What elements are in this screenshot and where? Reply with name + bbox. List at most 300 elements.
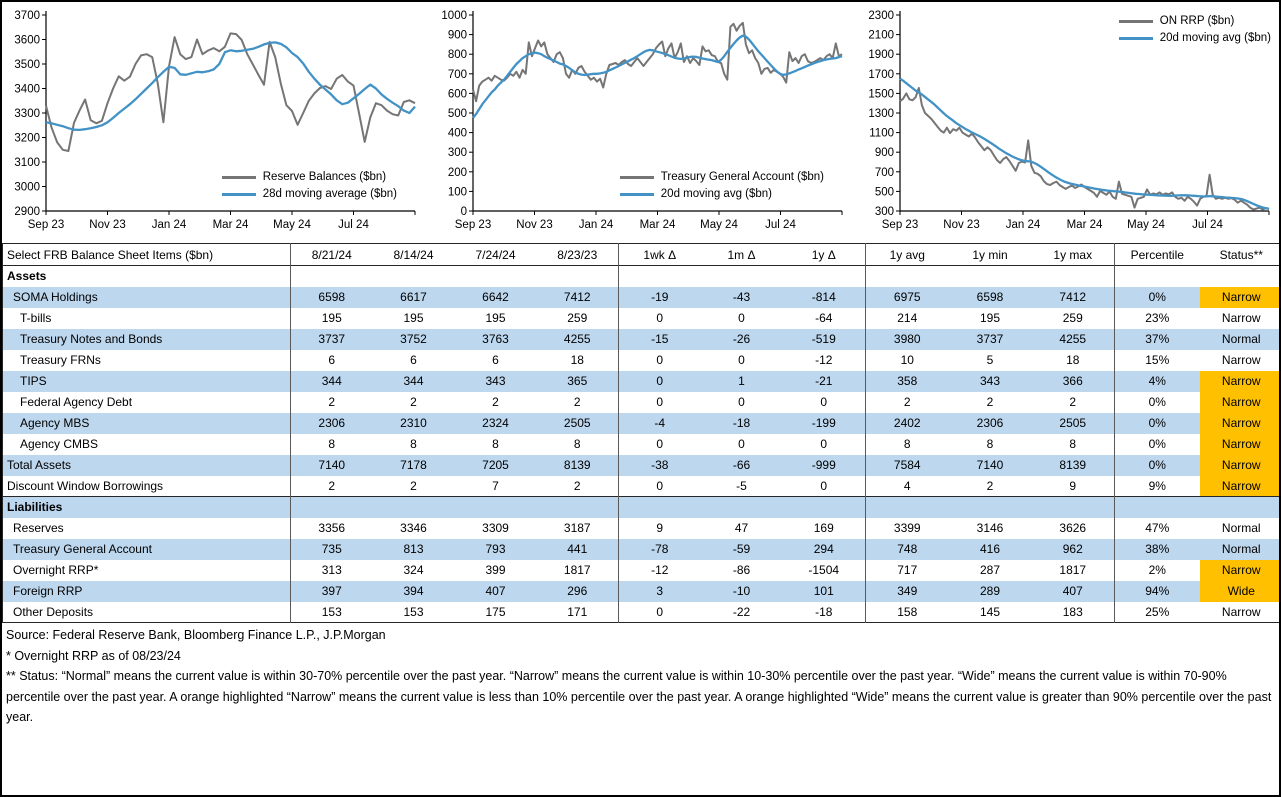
table-cell: 2310 <box>373 413 455 434</box>
table-row-treasury-general-account <box>3 539 1281 560</box>
table-cell <box>373 497 455 518</box>
table-cell: 3980 <box>866 329 949 350</box>
svg-text:Nov 23: Nov 23 <box>89 219 126 231</box>
table-cell: -19 <box>619 287 701 308</box>
table-cell: 0 <box>656 311 664 325</box>
table-cell: 6 <box>410 353 417 367</box>
chart-legend <box>620 169 824 203</box>
table-cell <box>701 497 783 518</box>
chart-legend <box>222 169 397 203</box>
table-cell: -1504 <box>783 560 866 581</box>
table-cell: 2% <box>1148 563 1166 577</box>
status-badge: Narrow <box>1200 392 1281 413</box>
svg-text:Jan 24: Jan 24 <box>151 219 187 231</box>
svg-text:3000: 3000 <box>14 181 40 194</box>
table-cell: 6 <box>492 353 499 367</box>
table-row-treasury-notes-and-bonds <box>3 329 1281 350</box>
table-cell <box>619 266 701 287</box>
table-cell: 2 <box>328 478 336 493</box>
table-row-foreign-rrp <box>3 581 1281 602</box>
table-cell: 2 <box>986 395 994 409</box>
table-cell: -519 <box>783 329 866 350</box>
table-cell: 7140 <box>949 455 1032 476</box>
table-cell: 3752 <box>373 329 455 350</box>
table-cell <box>537 497 619 518</box>
status-note: ** Status: “Normal” means the current value is within 30-70% percentile over the past year. “Narrow” means the current value is within 10-30% percentile over the past year. “Wide” means the current value is within 70-90% percentile over the past year. A orange highlighted “Narrow” means the current value is less than 10% percentile over the past year. A orange highlighted “Wide” means the current value is greater than 90% percentile over the past year. <box>6 669 1272 724</box>
legend-label: 20d moving avg ($bn) <box>1159 32 1271 44</box>
table-row-discount-window-borrowings <box>3 476 1281 497</box>
table-cell: 394 <box>373 581 455 602</box>
svg-text:2100: 2100 <box>868 29 894 42</box>
table-cell: 171 <box>537 602 619 623</box>
table-cell: 6617 <box>373 287 455 308</box>
table-cell: -15 <box>619 329 701 350</box>
table-cell <box>866 497 949 518</box>
table-cell: 3309 <box>482 521 509 535</box>
row-label: Total Assets <box>3 455 291 476</box>
charts-row <box>2 2 1279 241</box>
legend-line-swatch <box>222 176 256 179</box>
svg-text:500: 500 <box>447 108 467 120</box>
column-header: 1m Δ <box>727 247 756 262</box>
table-cell: 289 <box>949 581 1032 602</box>
table-cell: 0% <box>1115 287 1200 308</box>
table-cell <box>701 266 783 287</box>
svg-text:1700: 1700 <box>868 68 894 81</box>
table-cell: 6642 <box>455 287 537 308</box>
table-cell: 2 <box>492 395 499 409</box>
table-cell: 3737 <box>291 329 373 350</box>
table-row-liabilities <box>3 497 1281 518</box>
table-cell: 101 <box>783 581 866 602</box>
table-cell <box>866 266 949 287</box>
table-cell: 195 <box>485 311 506 325</box>
table-row-other-deposits <box>3 602 1281 623</box>
table-cell: -999 <box>783 455 866 476</box>
svg-text:300: 300 <box>447 147 467 160</box>
table-row-tips <box>3 371 1281 392</box>
source-note: Source: Federal Reserve Bank, Bloomberg Finance L.P., J.P.Morgan <box>6 628 386 642</box>
svg-text:Jul 24: Jul 24 <box>765 219 796 231</box>
table-cell: 2 <box>903 395 911 409</box>
chart-treasury-general-account <box>429 5 856 241</box>
table-cell: 259 <box>1032 308 1115 329</box>
table-cell: 2505 <box>537 413 619 434</box>
table-cell: 358 <box>866 371 949 392</box>
table-cell: 38% <box>1115 539 1200 560</box>
row-label: T-bills <box>3 308 291 329</box>
svg-text:3300: 3300 <box>14 108 40 120</box>
status-badge: Narrow <box>1221 604 1261 619</box>
series-line <box>900 79 1269 209</box>
table-cell: 0 <box>738 395 745 409</box>
row-label: Assets <box>3 266 291 287</box>
svg-text:Nov 23: Nov 23 <box>943 219 980 231</box>
table-cell: 3737 <box>949 329 1032 350</box>
table-cell: -38 <box>619 455 701 476</box>
table-cell: -59 <box>701 539 783 560</box>
svg-text:700: 700 <box>447 68 467 81</box>
chart-legend <box>1119 13 1271 47</box>
table-cell: 287 <box>979 563 1001 577</box>
table-cell: -5 <box>736 478 747 493</box>
table-cell: 158 <box>897 604 918 619</box>
svg-text:3100: 3100 <box>14 157 40 169</box>
svg-text:Sep 23: Sep 23 <box>454 219 492 231</box>
table-cell: 214 <box>897 311 918 325</box>
status-badge: Narrow <box>1200 434 1281 455</box>
legend-line-swatch <box>1119 20 1153 23</box>
svg-text:May 24: May 24 <box>700 219 738 231</box>
column-header: 8/14/24 <box>393 247 434 262</box>
row-label: SOMA Holdings <box>3 287 291 308</box>
status-badge: Narrow <box>1221 311 1261 325</box>
table-cell: 2 <box>328 395 336 409</box>
row-label: Foreign RRP <box>3 581 291 602</box>
table-cell: 0 <box>738 353 745 367</box>
column-header: 1y max <box>1032 244 1115 266</box>
table-cell: 23% <box>1145 311 1170 325</box>
table-cell <box>1032 497 1115 518</box>
table-row-federal-agency-debt <box>3 392 1281 413</box>
table-cell: 0 <box>783 392 866 413</box>
status-badge: Wide <box>1200 581 1281 602</box>
table-row-treasury-frns <box>3 350 1281 371</box>
table-cell: 6 <box>328 353 336 367</box>
table-cell: 183 <box>1032 602 1115 623</box>
table-cell: 296 <box>537 581 619 602</box>
column-header: 1y min <box>972 247 1008 262</box>
table-row-assets <box>3 266 1281 287</box>
row-label: Other Deposits <box>3 602 291 623</box>
status-badge: Narrow <box>1200 455 1281 476</box>
table-cell: 2 <box>410 478 417 493</box>
status-badge: Narrow <box>1200 371 1281 392</box>
row-label: Treasury FRNs <box>3 350 291 371</box>
column-header: 7/24/24 <box>475 247 516 262</box>
table-cell: 3146 <box>976 521 1004 535</box>
table-cell: 47% <box>1145 521 1170 535</box>
table-cell: -10 <box>701 581 783 602</box>
svg-text:May 24: May 24 <box>1127 219 1165 231</box>
table-cell: 8 <box>328 437 336 451</box>
table-cell: 4255 <box>1032 329 1115 350</box>
status-badge <box>1200 497 1281 518</box>
table-row-agency-mbs <box>3 413 1281 434</box>
svg-text:400: 400 <box>447 127 467 140</box>
table-cell: 2306 <box>291 413 373 434</box>
status-badge <box>1200 266 1281 287</box>
row-label: Discount Window Borrowings <box>3 476 291 497</box>
table-cell: -12 <box>651 563 669 577</box>
table-cell: 344 <box>373 371 455 392</box>
table-cell <box>1032 266 1115 287</box>
table-row-total-assets <box>3 455 1281 476</box>
table-cell: 3626 <box>1032 518 1115 539</box>
table-cell <box>291 497 373 518</box>
table-cell: 0 <box>738 437 745 451</box>
table-cell: 175 <box>485 604 506 619</box>
table-cell: 8 <box>903 437 911 451</box>
svg-text:Jan 24: Jan 24 <box>1005 219 1041 231</box>
table-cell: 313 <box>321 563 342 577</box>
table-cell: 2306 <box>949 413 1032 434</box>
column-header: Status** <box>1219 247 1263 262</box>
svg-text:1900: 1900 <box>868 49 894 62</box>
legend-entry <box>222 169 397 186</box>
table-cell: 3399 <box>893 521 921 535</box>
table-cell: -18 <box>701 413 783 434</box>
table-cell: 0 <box>619 371 701 392</box>
table-cell: 259 <box>537 308 619 329</box>
svg-text:Nov 23: Nov 23 <box>516 219 553 231</box>
footnotes <box>2 623 1279 728</box>
table-row-overnight-rrp <box>3 560 1281 581</box>
table-cell: 195 <box>979 311 1001 325</box>
status-badge: Normal <box>1221 521 1261 535</box>
svg-text:Jan 24: Jan 24 <box>578 219 614 231</box>
table-cell <box>291 266 373 287</box>
table-cell <box>455 497 537 518</box>
table-cell <box>619 497 701 518</box>
table-cell <box>455 266 537 287</box>
column-header: 1y Δ <box>783 244 866 266</box>
table-cell: 343 <box>455 371 537 392</box>
table-cell: 717 <box>897 563 918 577</box>
table-cell: 407 <box>1032 581 1115 602</box>
svg-text:1100: 1100 <box>869 127 894 140</box>
table-cell: 8 <box>410 437 417 451</box>
table-cell: -66 <box>701 455 783 476</box>
legend-label: Reserve Balances ($bn) <box>262 171 387 183</box>
table-cell: 10 <box>900 353 914 367</box>
table-cell: 793 <box>455 539 537 560</box>
svg-text:100: 100 <box>447 186 467 199</box>
table-cell: 813 <box>373 539 455 560</box>
legend-line-swatch <box>1119 37 1153 40</box>
table-cell: 8139 <box>537 455 619 476</box>
table-cell: 748 <box>866 539 949 560</box>
table-cell: 0% <box>1148 437 1166 451</box>
table-cell: 3 <box>619 581 701 602</box>
table-cell: 8 <box>537 434 619 455</box>
table-cell: 169 <box>783 518 866 539</box>
table-cell: 2 <box>1032 392 1115 413</box>
table-cell: -18 <box>783 602 866 623</box>
table-cell: -64 <box>783 308 866 329</box>
series-line <box>900 88 1269 210</box>
row-label: Agency MBS <box>3 413 291 434</box>
svg-text:Jul 24: Jul 24 <box>338 219 369 231</box>
table-row-soma-holdings <box>3 287 1281 308</box>
svg-text:800: 800 <box>447 49 467 62</box>
svg-text:3600: 3600 <box>14 34 40 47</box>
table-cell: 18 <box>537 350 619 371</box>
table-cell: 2 <box>537 476 619 497</box>
svg-text:3200: 3200 <box>14 132 40 145</box>
row-label: Agency CMBS <box>3 434 291 455</box>
table-cell: 4255 <box>537 329 619 350</box>
table-cell: 0 <box>783 434 866 455</box>
table-cell: 7584 <box>866 455 949 476</box>
table-cell: 3187 <box>537 518 619 539</box>
table-cell: 1817 <box>537 560 619 581</box>
table-cell: 15% <box>1145 353 1170 367</box>
table-cell: 407 <box>455 581 537 602</box>
table-cell: 3356 <box>318 521 346 535</box>
table-cell: 294 <box>783 539 866 560</box>
table-cell <box>1115 497 1200 518</box>
table-cell: 7140 <box>291 455 373 476</box>
legend-label: Treasury General Account ($bn) <box>660 171 824 183</box>
reserve-balances-line-chart <box>2 5 429 241</box>
svg-text:Mar 24: Mar 24 <box>212 219 249 231</box>
table-cell: 1817 <box>1032 560 1115 581</box>
table-cell <box>537 266 619 287</box>
svg-text:900: 900 <box>447 29 467 42</box>
svg-text:Jul 24: Jul 24 <box>1192 219 1223 231</box>
table-cell <box>373 266 455 287</box>
table-cell: -86 <box>732 563 751 577</box>
svg-text:0: 0 <box>460 206 467 218</box>
table-cell: 349 <box>866 581 949 602</box>
table-cell: 2402 <box>866 413 949 434</box>
table-cell: 153 <box>403 604 424 619</box>
table-title: Select FRB Balance Sheet Items ($bn) <box>3 244 291 266</box>
table-cell: 399 <box>485 563 506 577</box>
svg-text:Mar 24: Mar 24 <box>639 219 676 231</box>
table-cell: 195 <box>321 311 342 325</box>
row-label: Overnight RRP* <box>3 560 291 581</box>
table-cell: 9% <box>1148 478 1166 493</box>
table-cell <box>949 497 1032 518</box>
table-row-t-bills <box>3 308 1281 329</box>
table-cell: 2324 <box>455 413 537 434</box>
row-label: Treasury Notes and Bonds <box>3 329 291 350</box>
legend-entry <box>1119 13 1271 30</box>
table-cell: 0 <box>738 311 745 325</box>
table-row-agency-cmbs <box>3 434 1281 455</box>
table-cell: 8 <box>492 437 499 451</box>
row-label: TIPS <box>3 371 291 392</box>
table-cell: 4% <box>1115 371 1200 392</box>
table-body <box>3 266 1281 623</box>
table-cell: 25% <box>1145 604 1170 619</box>
row-label: Treasury General Account <box>3 539 291 560</box>
chart-reserve-balances <box>2 5 429 241</box>
table-row-reserves <box>3 518 1281 539</box>
svg-text:200: 200 <box>447 166 467 179</box>
table-cell <box>1115 266 1200 287</box>
table-cell: 6975 <box>866 287 949 308</box>
treasury-general-account-line-chart <box>429 5 856 241</box>
table-cell: 962 <box>1032 539 1115 560</box>
table-cell: 2505 <box>1032 413 1115 434</box>
table-cell: 6598 <box>949 287 1032 308</box>
table-cell: 2 <box>537 392 619 413</box>
status-badge: Narrow <box>1200 287 1281 308</box>
column-header: 8/23/23 <box>537 244 619 266</box>
legend-label: 20d moving avg ($bn) <box>660 188 773 200</box>
status-badge: Narrow <box>1200 476 1281 497</box>
table-cell: 7205 <box>455 455 537 476</box>
svg-text:Sep 23: Sep 23 <box>881 219 919 231</box>
svg-text:700: 700 <box>874 166 894 179</box>
legend-line-swatch <box>620 176 654 179</box>
table-cell: 7412 <box>1032 287 1115 308</box>
table-cell: 195 <box>403 311 424 325</box>
table-cell: 3763 <box>455 329 537 350</box>
table-cell: -22 <box>732 604 751 619</box>
table-cell <box>949 266 1032 287</box>
table-cell: 366 <box>1032 371 1115 392</box>
table-cell: 7178 <box>373 455 455 476</box>
row-label: Liabilities <box>3 497 291 518</box>
table-cell: -199 <box>783 413 866 434</box>
table-cell: 8 <box>986 437 994 451</box>
legend-entry <box>1119 30 1271 47</box>
table-cell: 735 <box>291 539 373 560</box>
table-cell: 9 <box>1032 476 1115 497</box>
table-cell: 2 <box>410 395 417 409</box>
table-cell: -4 <box>619 413 701 434</box>
svg-text:Mar 24: Mar 24 <box>1066 219 1103 231</box>
table-cell: 4 <box>903 478 911 493</box>
table-cell: 145 <box>979 604 1001 619</box>
table-cell: 7412 <box>537 287 619 308</box>
table-cell: 0 <box>783 476 866 497</box>
table-cell: 0 <box>656 437 664 451</box>
series-line <box>473 23 842 101</box>
column-header: Percentile <box>1130 247 1184 262</box>
table-cell: 2 <box>986 478 994 493</box>
table-cell: 0% <box>1148 395 1166 409</box>
row-label: Federal Agency Debt <box>3 392 291 413</box>
svg-text:May 24: May 24 <box>273 219 311 231</box>
table-cell: 0 <box>656 395 664 409</box>
table-cell: 18 <box>1032 350 1115 371</box>
table-cell: 0 <box>656 478 664 493</box>
svg-text:3400: 3400 <box>14 83 40 96</box>
table-cell: 47 <box>734 521 749 535</box>
chart-on-rrp <box>856 5 1281 241</box>
status-badge: Narrow <box>1221 353 1261 367</box>
table-cell: 0 <box>656 604 664 619</box>
legend-line-swatch <box>222 193 256 196</box>
legend-label: 28d moving average ($bn) <box>262 188 397 200</box>
table-cell: 0% <box>1115 455 1200 476</box>
svg-text:1300: 1300 <box>868 108 894 120</box>
status-badge: Normal <box>1200 329 1281 350</box>
column-header: 8/21/24 <box>311 247 352 262</box>
svg-text:500: 500 <box>874 186 894 199</box>
table-cell <box>783 497 866 518</box>
svg-text:3500: 3500 <box>14 59 40 71</box>
table-cell: 8 <box>1032 434 1115 455</box>
table-cell: -26 <box>701 329 783 350</box>
table-cell: 6598 <box>291 287 373 308</box>
table-cell: 344 <box>291 371 373 392</box>
legend-entry <box>222 186 397 203</box>
table-cell: 37% <box>1115 329 1200 350</box>
status-badge: Narrow <box>1200 560 1281 581</box>
column-header: 1wk Δ <box>643 247 677 262</box>
svg-text:3700: 3700 <box>14 10 40 22</box>
svg-text:900: 900 <box>874 147 894 160</box>
table-cell: 7 <box>492 478 499 493</box>
row-label: Reserves <box>3 518 291 539</box>
table-cell: 8139 <box>1032 455 1115 476</box>
